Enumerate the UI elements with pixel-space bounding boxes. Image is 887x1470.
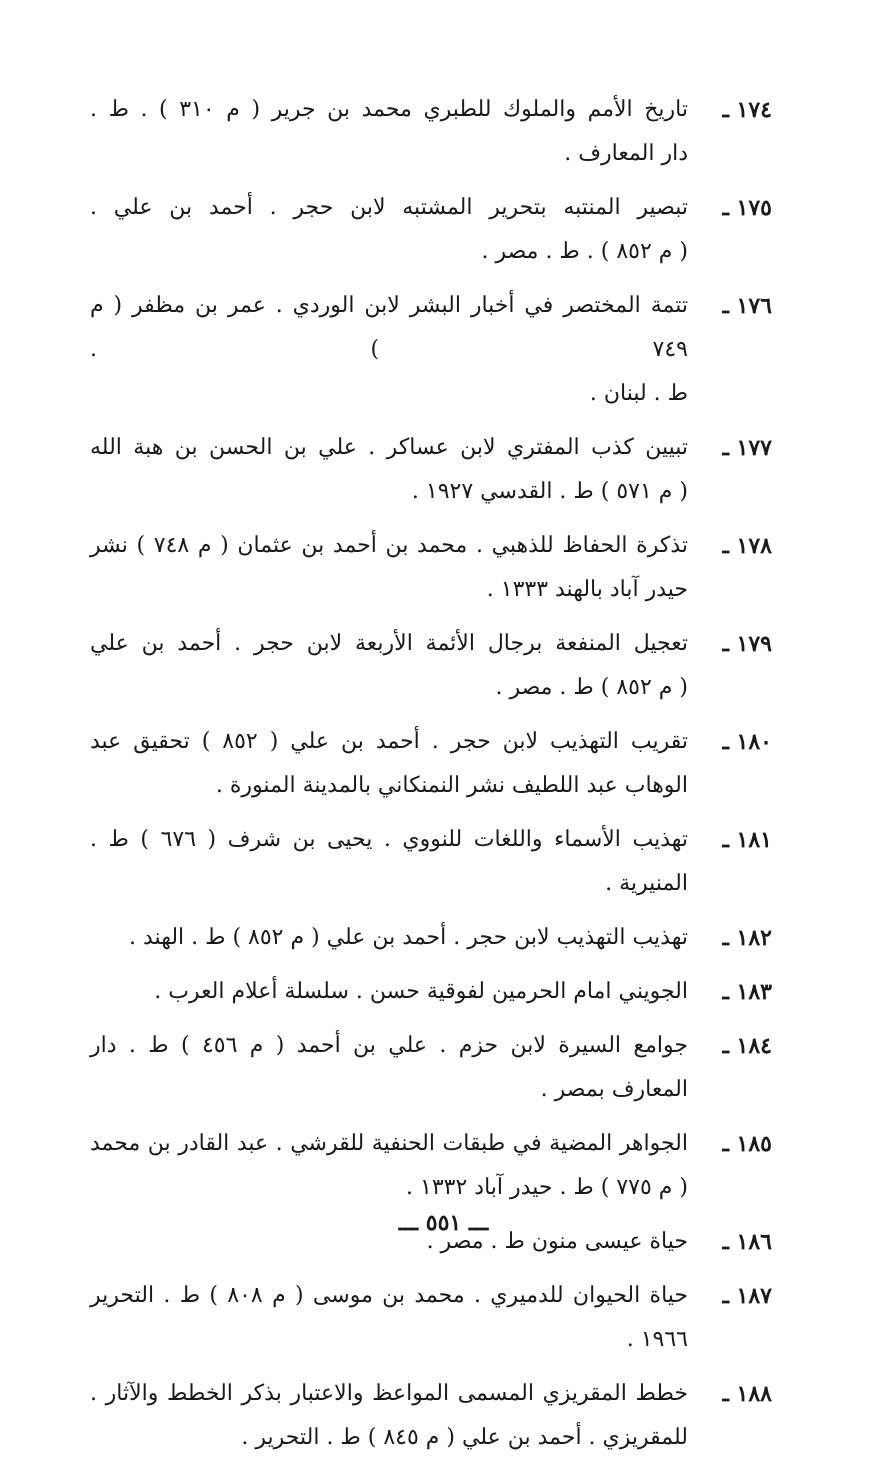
entry-line: ( م ٨٥٢ ) . ط . مصر . bbox=[481, 239, 688, 264]
entry-line: الجواهر المضية في طبقات الحنفية للقرشي . عبد القادر بن محمد bbox=[90, 1131, 688, 1156]
entry-line: ( م ٨٥٢ ) ط . مصر . bbox=[495, 675, 688, 700]
entry-line: تتمة المختصر في أخبار البشر لابن الوردي . عمر بن مظفر ( م ٧٤٩ ) . bbox=[90, 293, 688, 362]
entry-line: الجويني امام الحرمين لفوقية حسن . سلسلة أعلام العرب . bbox=[154, 979, 688, 1004]
entry-line: خطط المقريزي المسمى المواعظ والاعتبار بذكر الخطط والآثار . bbox=[90, 1381, 688, 1406]
entry-line: حيدر آباد بالهند ١٣٣٣ . bbox=[486, 577, 688, 602]
entry-number: ١٧٥ ـ bbox=[722, 195, 772, 221]
entry-text bbox=[90, 524, 688, 612]
entry-text bbox=[90, 916, 688, 960]
entry-text bbox=[90, 970, 688, 1014]
entry-text bbox=[90, 1122, 688, 1210]
entry-number: ١٨٣ ـ bbox=[722, 979, 772, 1005]
entry-line: تذكرة الحفاظ للذهبي . محمد بن أحمد بن عثمان ( م ٧٤٨ ) نشر bbox=[90, 533, 688, 558]
entry-number: ١٨٤ ـ bbox=[722, 1033, 772, 1059]
entry-number: ١٧٩ ـ bbox=[722, 631, 772, 657]
page-number: ـــ ٥٥١ ـــ bbox=[398, 1210, 489, 1236]
entry-line: المعارف بمصر . bbox=[540, 1077, 688, 1102]
bibliography-entry bbox=[90, 426, 780, 514]
entry-number: ١٨٧ ـ bbox=[722, 1283, 772, 1309]
bibliography-entry bbox=[90, 284, 780, 416]
bibliography-entry bbox=[90, 88, 780, 176]
entry-line: تقريب التهذيب لابن حجر . أحمد بن علي ( ٨٥٢ ) تحقيق عبد bbox=[90, 729, 688, 754]
bibliography-entry bbox=[90, 622, 780, 710]
bibliography-entry bbox=[90, 818, 780, 906]
bibliography-entry bbox=[90, 1122, 780, 1210]
entry-number: ١٨٠ ـ bbox=[722, 729, 772, 755]
entry-text bbox=[90, 88, 688, 176]
bibliography-entry bbox=[90, 1274, 780, 1362]
entry-number: ١٨١ ـ bbox=[722, 827, 772, 853]
entry-line: دار المعارف . bbox=[564, 141, 688, 166]
entry-number: ١٧٦ ـ bbox=[722, 293, 772, 319]
entry-number: ١٧٤ ـ bbox=[722, 97, 772, 123]
entry-number: ١٧٧ ـ bbox=[722, 435, 772, 461]
entry-line: حياة الحيوان للدميري . محمد بن موسى ( م ٨٠٨ ) ط . التحرير ١٩٦٦ . bbox=[90, 1283, 689, 1352]
entry-line: تبيين كذب المفتري لابن عساكر . علي بن الحسن بن هبة الله bbox=[90, 435, 688, 460]
entry-text bbox=[90, 426, 688, 514]
entry-line: الوهاب عبد اللطيف نشر النمنكاني بالمدينة المنورة . bbox=[215, 773, 688, 798]
bibliography-entry bbox=[90, 186, 780, 274]
bibliography-list bbox=[90, 88, 780, 1470]
entry-line: تاريخ الأمم والملوك للطبري محمد بن جرير ( م ٣١٠ ) . ط . bbox=[90, 97, 689, 122]
entry-number: ١٨٥ ـ bbox=[722, 1131, 772, 1157]
entry-number: ١٧٨ ـ bbox=[722, 533, 772, 559]
entry-number: ١٨٨ ـ bbox=[722, 1381, 772, 1407]
entry-text bbox=[90, 284, 688, 416]
entry-line: تعجيل المنفعة برجال الأئمة الأربعة لابن حجر . أحمد بن علي bbox=[90, 631, 688, 656]
entry-line: ( م ٥٧١ ) ط . القدسي ١٩٢٧ . bbox=[411, 479, 688, 504]
entry-line: تبصير المنتبه بتحرير المشتبه لابن حجر . أحمد بن علي . bbox=[90, 195, 688, 220]
entry-line: تهذيب التهذيب لابن حجر . أحمد بن علي ( م ٨٥٢ ) ط . الهند . bbox=[129, 925, 688, 950]
entry-line: حياة عيسى منون ط . مصر . bbox=[426, 1229, 688, 1254]
entry-line: للمقريزي . أحمد بن علي ( م ٨٤٥ ) ط . التحرير . bbox=[241, 1425, 688, 1450]
entry-text bbox=[90, 1024, 688, 1112]
bibliography-entry bbox=[90, 1024, 780, 1112]
entry-text bbox=[90, 1274, 688, 1362]
entry-text bbox=[90, 1372, 688, 1460]
entry-number: ١٨٦ ـ bbox=[722, 1229, 772, 1255]
entry-line: ( م ٧٧٥ ) ط . حيدر آباد ١٣٣٢ . bbox=[406, 1175, 688, 1200]
bibliography-entry bbox=[90, 720, 780, 808]
entry-line: جوامع السيرة لابن حزم . علي بن أحمد ( م ٤٥٦ ) ط . دار bbox=[90, 1033, 688, 1058]
entry-text bbox=[90, 818, 688, 906]
entry-line: ط . لبنان . bbox=[589, 381, 688, 406]
bibliography-entry bbox=[90, 1372, 780, 1460]
bibliography-entry bbox=[90, 916, 780, 960]
entry-text bbox=[90, 186, 688, 274]
bibliography-entry bbox=[90, 524, 780, 612]
entry-number: ١٨٢ ـ bbox=[722, 925, 772, 951]
entry-text bbox=[90, 720, 688, 808]
entry-text bbox=[90, 622, 688, 710]
bibliography-entry bbox=[90, 970, 780, 1014]
entry-line: تهذيب الأسماء واللغات للنووي . يحيى بن شرف ( ٦٧٦ ) ط . المنيرية . bbox=[90, 827, 689, 896]
